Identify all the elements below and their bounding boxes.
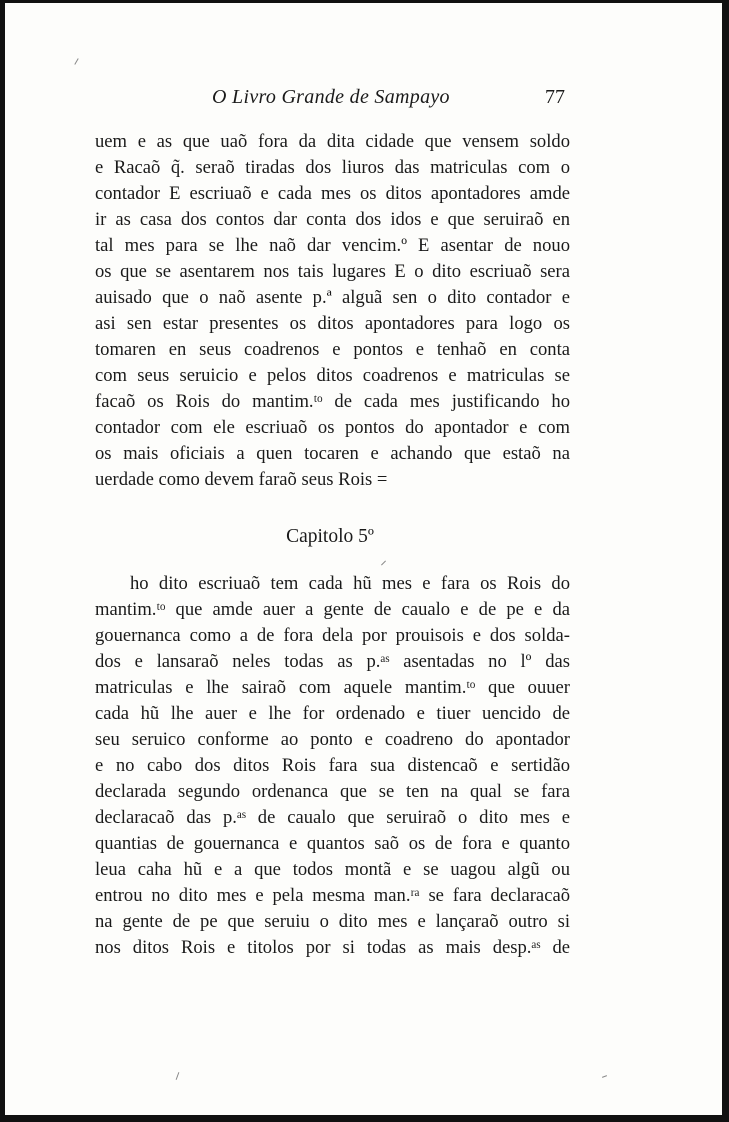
text-line: mantim.ᵗᵒ que amde auer a gente de caualo e de pe e da <box>95 599 570 620</box>
text-line: entrou no dito mes e pela mesma man.ʳᵃ se fara declaracaõ <box>95 885 570 906</box>
text-line: declaracaõ das p.ᵃˢ de caualo que seruiraõ o dito mes e <box>95 807 570 828</box>
text-line: uerdade como devem faraõ seus Rois = <box>95 469 388 490</box>
text-line: ir as casa dos contos dar conta dos idos e que seruiraõ en <box>95 209 570 230</box>
text-line: gouernanca como a de fora dela por prouisois e dos solda- <box>95 625 570 646</box>
text-line: contador com ele escriuaõ os pontos do apontador e com <box>95 417 570 438</box>
text-line: os mais oficiais a quen tocaren e achando que estaõ na <box>95 443 570 464</box>
paragraph-2 <box>95 571 570 961</box>
text-line: e no cabo dos ditos Rois fara sua distencaõ e sertidão <box>95 755 570 776</box>
text-line: tal mes para se lhe naõ dar vencim.º E asentar de nouo <box>95 235 570 256</box>
text-line: asi sen estar presentes os ditos apontadores para logo os <box>95 313 570 334</box>
text-line: e Racaõ q̃. seraõ tiradas dos liuros das matriculas com o <box>95 157 570 178</box>
text-line: uem e as que uaõ fora da dita cidade que vensem soldo <box>95 131 570 152</box>
text-line: dos e lansaraõ neles todas as p.ᵃˢ asentadas no lº das <box>95 651 570 672</box>
text-line: na gente de pe que seruiu o dito mes e lançaraõ outro si <box>95 911 570 932</box>
text-line: quantias de gouernanca e quantos saõ os de fora e quanto <box>95 833 570 854</box>
text-line: contador E escriuaõ e cada mes os ditos apontadores amde <box>95 183 570 204</box>
chapter-heading: Capitolo 5º <box>286 526 374 547</box>
running-title: O Livro Grande de Sampayo <box>212 86 450 108</box>
text-line: tomaren en seus coadrenos e pontos e tenhaõ en conta <box>95 339 570 360</box>
text-line: seu seruico conforme ao ponto e coadreno do apontador <box>95 729 570 750</box>
paragraph-1 <box>95 129 570 493</box>
text-line: leua caha hũ e a que todos montã e se uagou algũ ou <box>95 859 570 880</box>
text-line: com seus seruicio e pelos ditos coadrenos e matriculas se <box>95 365 570 386</box>
text-line: cada hũ lhe auer e lhe for ordenado e tiuer uencido de <box>95 703 570 724</box>
text-line: os que se asentarem nos tais lugares E o dito escriuaõ sera <box>95 261 570 282</box>
text-line: declarada segundo ordenanca que se ten na qual se fara <box>95 781 570 802</box>
text-line: auisado que o naõ asente p.ª alguã sen o dito contador e <box>95 287 570 308</box>
page-number: 77 <box>545 86 565 108</box>
text-line: nos ditos Rois e titolos por si todas as mais desp.ᵃˢ de <box>95 937 570 958</box>
text-line: matriculas e lhe sairaõ com aquele mantim.ᵗᵒ que ouuer <box>95 677 570 698</box>
running-header <box>95 86 570 116</box>
text-line: ho dito escriuaõ tem cada hũ mes e fara os Rois do <box>130 573 570 594</box>
text-line: facaõ os Rois do mantim.ᵗᵒ de cada mes justificando ho <box>95 391 570 412</box>
